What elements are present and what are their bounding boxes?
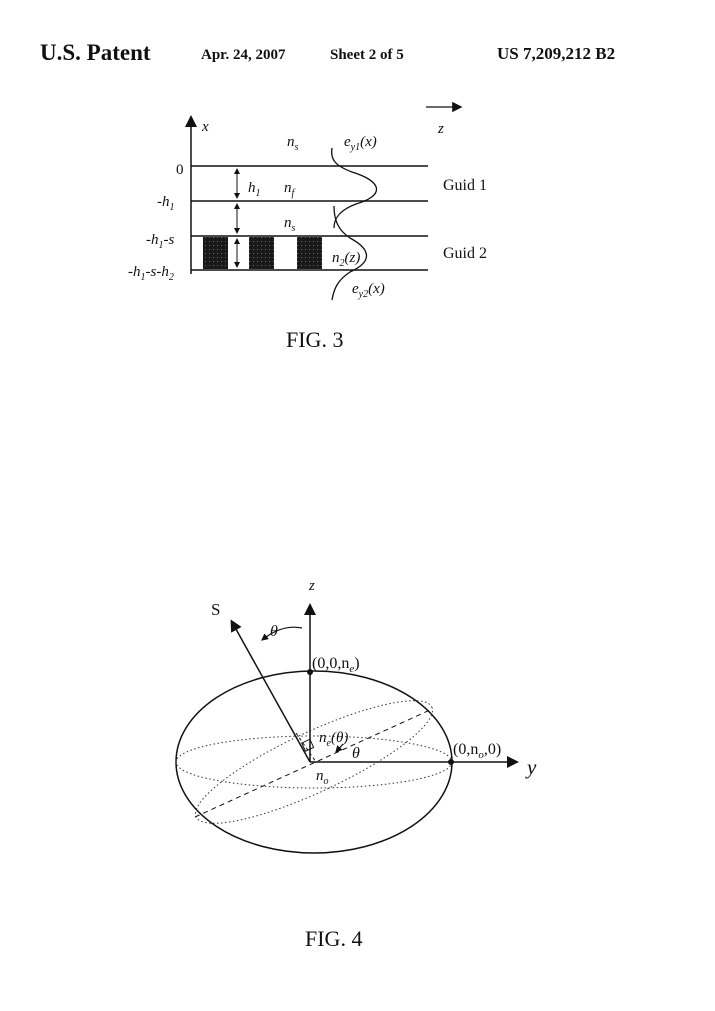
tilted-diameter bbox=[195, 710, 430, 817]
fig4-z-label: z bbox=[309, 578, 315, 594]
fig4-s-axis bbox=[232, 622, 310, 762]
fig3-ey2-label: $e_{y2}(x)$ bbox=[352, 281, 385, 300]
no-point-label: $(0,n_o,0)$ bbox=[453, 741, 502, 761]
fig3-ey1-label: $e_{y1}(x)$ bbox=[344, 134, 377, 153]
theta-top-label: θ bbox=[270, 623, 278, 640]
sheet-number: Sheet 2 of 5 bbox=[330, 47, 404, 63]
fig3-tick-h1s: $-h_1-s$ bbox=[146, 232, 175, 251]
grating-block-1 bbox=[203, 237, 228, 269]
fig4-caption: FIG. 4 bbox=[305, 926, 363, 951]
fig3-x-axis-label: x bbox=[202, 119, 209, 135]
patent-title: U.S. Patent bbox=[40, 40, 151, 65]
grating-block-2 bbox=[249, 237, 274, 269]
guide-1-label: Guid 1 bbox=[443, 177, 487, 194]
fig3-nf-label: $n_f$ bbox=[284, 180, 295, 199]
fig3-ns-mid-label: $n_s$ bbox=[284, 215, 296, 234]
fig3-h1-label: $h_1$ bbox=[248, 180, 261, 199]
ne-point-label: $(0,0,n_e)$ bbox=[312, 655, 360, 675]
no-point-marker bbox=[448, 759, 454, 765]
grating-block-3 bbox=[297, 237, 322, 269]
ne-theta-label: $n_e(\theta)$ bbox=[319, 730, 349, 749]
fig3-diagram bbox=[128, 107, 487, 300]
fig3-z-label: z bbox=[438, 121, 444, 137]
fig3-ns-top-label: $n_s$ bbox=[287, 134, 299, 153]
patent-date: Apr. 24, 2007 bbox=[201, 47, 286, 63]
mode-profile-ey1 bbox=[332, 148, 377, 228]
theta-arc-top bbox=[262, 627, 302, 640]
fig4-diagram bbox=[176, 578, 537, 853]
fig4-y-label: y bbox=[527, 755, 537, 779]
patent-number: US 7,209,212 B2 bbox=[497, 44, 616, 63]
fig3-n2-label: $n_2(z)$ bbox=[332, 250, 361, 269]
fig3-tick-h1: $-h_1$ bbox=[157, 194, 175, 213]
guide-2-label: Guid 2 bbox=[443, 245, 487, 262]
fig4-s-label: S bbox=[211, 600, 221, 619]
theta-small-label: θ bbox=[352, 745, 360, 762]
no-label: $n_o$ bbox=[316, 768, 329, 787]
fig3-tick-h1sh2: $-h_1-s-h_2$ bbox=[128, 264, 174, 283]
fig3-tick-0: 0 bbox=[176, 162, 184, 178]
fig3-caption: FIG. 3 bbox=[286, 327, 344, 352]
